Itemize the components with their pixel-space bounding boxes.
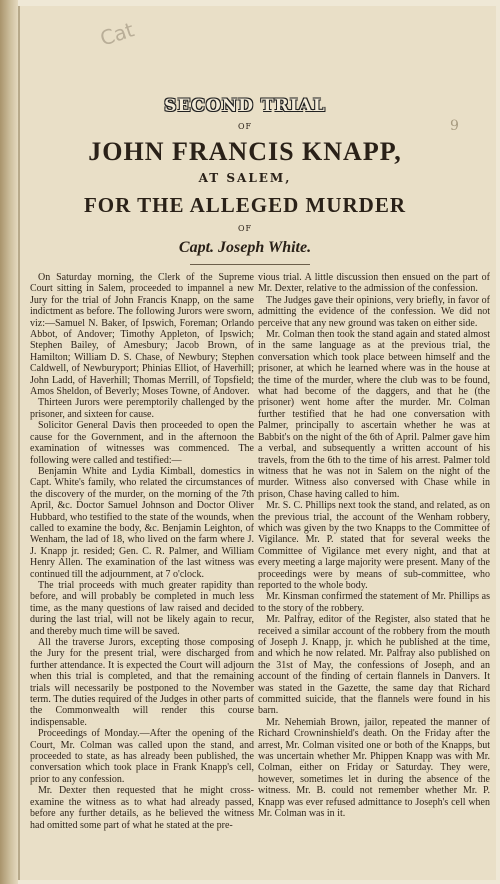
paragraph: The Judges gave their opinions, very briefly, in favor of admitting the evidence of the confession. We did not perceive that any new ground was taken on either side.	[258, 294, 490, 329]
paragraph: Mr. Dexter then requested that he might cross-examine the witness as to what had already passed, before any further details, as he believed the witness had omitted some part of what he stated at the pre-	[30, 785, 254, 831]
title-location: AT SALEM,	[198, 171, 292, 185]
paragraph: vious trial. A little discussion then ensued on the part of Mr. Dexter, relative to the admission of the confession.	[258, 272, 490, 295]
paragraph: Mr. Kinsman confirmed the statement of Mr. Phillips as to the story of the robbery.	[258, 591, 490, 614]
corner-number: 9	[450, 118, 459, 134]
paragraph: Proceedings of Monday.—After the opening of the Court, Mr. Colman was called upon the stand, and proceeded to state, as has already been published, the conversation which took place in Frank Knapp's cell, prior to any confession.	[30, 728, 254, 785]
paragraph: Solicitor General Davis then proceeded to open the cause for the Government, and in the afternoon the examination of witnesses was commenced. The following were called and testified:—	[30, 420, 254, 466]
right-column	[258, 272, 490, 820]
title-of-2: OF	[237, 224, 253, 233]
paragraph: Mr. Nehemiah Brown, jailor, repeated the manner of Richard Crowninshield's death. On the Friday after the arrest, Mr. Colman visited one or both of the Knapps, but was uncertain whether Mr. Phippen Knapp was with Mr. Colman, either on Friday or Saturday. They were, however, sometimes let in during the absence of the witness. Mr. B. could not remember whether Mr. P. Knapp was ever refused admittance to Joseph's cell when Mr. Colman was in it.	[258, 716, 490, 820]
paragraph: All the traverse Jurors, excepting those composing the Jury for the present trial, were discharged from further attendance. It is expected the Court will adjourn when this trial is completed, and that the remaining trials will necessarily be postponed to the November term. The duties required of the Judges in other parts of the Commonwealth will render this course indispensable.	[30, 637, 254, 728]
paragraph: Mr. Colman then took the stand again and stated almost in the same language as at the previous trial, the conversation which took place between himself and the prisoner, at which he learned where was in the house at the time of the murder, where the club was to be found, what had become of the daggers, and that he (the prisoner) went home after the murder. Mr. Colman further testified that he had one conversation with Palmer, principally to ascertain whether he was at Babbit's on the night of the 6th of April. Palmer gave him a verbal, and subsequently a written account of his travels, from the 6th to the time of his arrest. Palmer told witness that he was not in Salem on the night of the murder. Witness also conversed with Chase while in prison, Chase having called to him.	[258, 329, 490, 500]
title-block	[30, 96, 460, 257]
paragraph: Thirteen Jurors were peremptorily challenged by the prisoner, and sixteen for cause.	[30, 397, 254, 420]
paragraph: The trial proceeds with much greater rapidity than before, and will probably be completed in much less time, as the many questions of law raised and decided during the last trial, will not be likely again to recur, and thereby much time will be saved.	[30, 579, 254, 637]
pencil-annotation: Cat	[97, 17, 137, 51]
paragraph: Mr. S. C. Phillips next took the stand, and related, as on the previous trial, the account of the Wenham robbery, which was given by the two Knapps to the Committee of Vigilance. Mr. P. stated that for several weeks the Committee of Vigilance met every night, and that at every meeting a large majority were present. Many of the proceedings were by means of sub-committee, who reported to the whole body.	[258, 500, 490, 591]
book-binding	[0, 0, 18, 884]
title-line-1: SECOND TRIAL	[164, 96, 326, 116]
paragraph: Mr. Palfray, editor of the Register, also stated that he received a similar account of the robbery from the mouth of Joseph J. Knapp, jr. which he published at the time, and which he now related. Mr. Palfray also published on the 31st of May, the confessions of Joseph, and an account of the finding of certain flannels in Danvers. It was stated in the Gazette, the same day that Richard committed suicide, that the flannels were found in his barn.	[258, 614, 490, 717]
title-of-1: OF	[237, 122, 253, 131]
title-victim: Capt. Joseph White.	[178, 239, 312, 256]
paragraph: On Saturday morning, the Clerk of the Supreme Court sitting in Salem, proceeded to impannel a new Jury for the trial of John Francis Knapp, on the same indictment as before. The following Jurors were sworn, viz:—Samuel N. Baker, of Ipswich, Foreman; Orlando Abbot, of Andover; Timothy Appleton, of Ipswich; Stephen Bailey, of Amesbury; Jacob Brown, of Hamilton; William D. S. Chase, of Newbury; Stephen Caldwell, of Newburyport; Phinias Elliot, of Haverhill; John Ladd, of Haverhill; Thomas Merrill, of Topsfield; Amos Sheldon, of Beverly; Moses Towne, of Andover.	[30, 272, 254, 398]
title-divider	[190, 264, 310, 265]
paragraph: Benjamin White and Lydia Kimball, domestics in Capt. White's family, who related the circumstances of the discovery of the murder, on the morning of the 7th April, &c. Doctor Samuel Johnson and Doctor Oliver Hubbard, who testified to the state of the wounds, when called to examine the body, &c. Benjamin Leighton, of Wenham, the lad of 18, who lived on the farm where J. J. Knapp jr. resided; Gen. C. R. Palmer, and William Henry Allen. The examination of the last witness was continued till the adjournment, at 7 o'clock.	[30, 465, 254, 580]
title-defendant: JOHN FRANCIS KNAPP,	[88, 137, 402, 166]
left-column	[30, 272, 254, 831]
title-charge: FOR THE ALLEGED MURDER	[83, 193, 407, 217]
